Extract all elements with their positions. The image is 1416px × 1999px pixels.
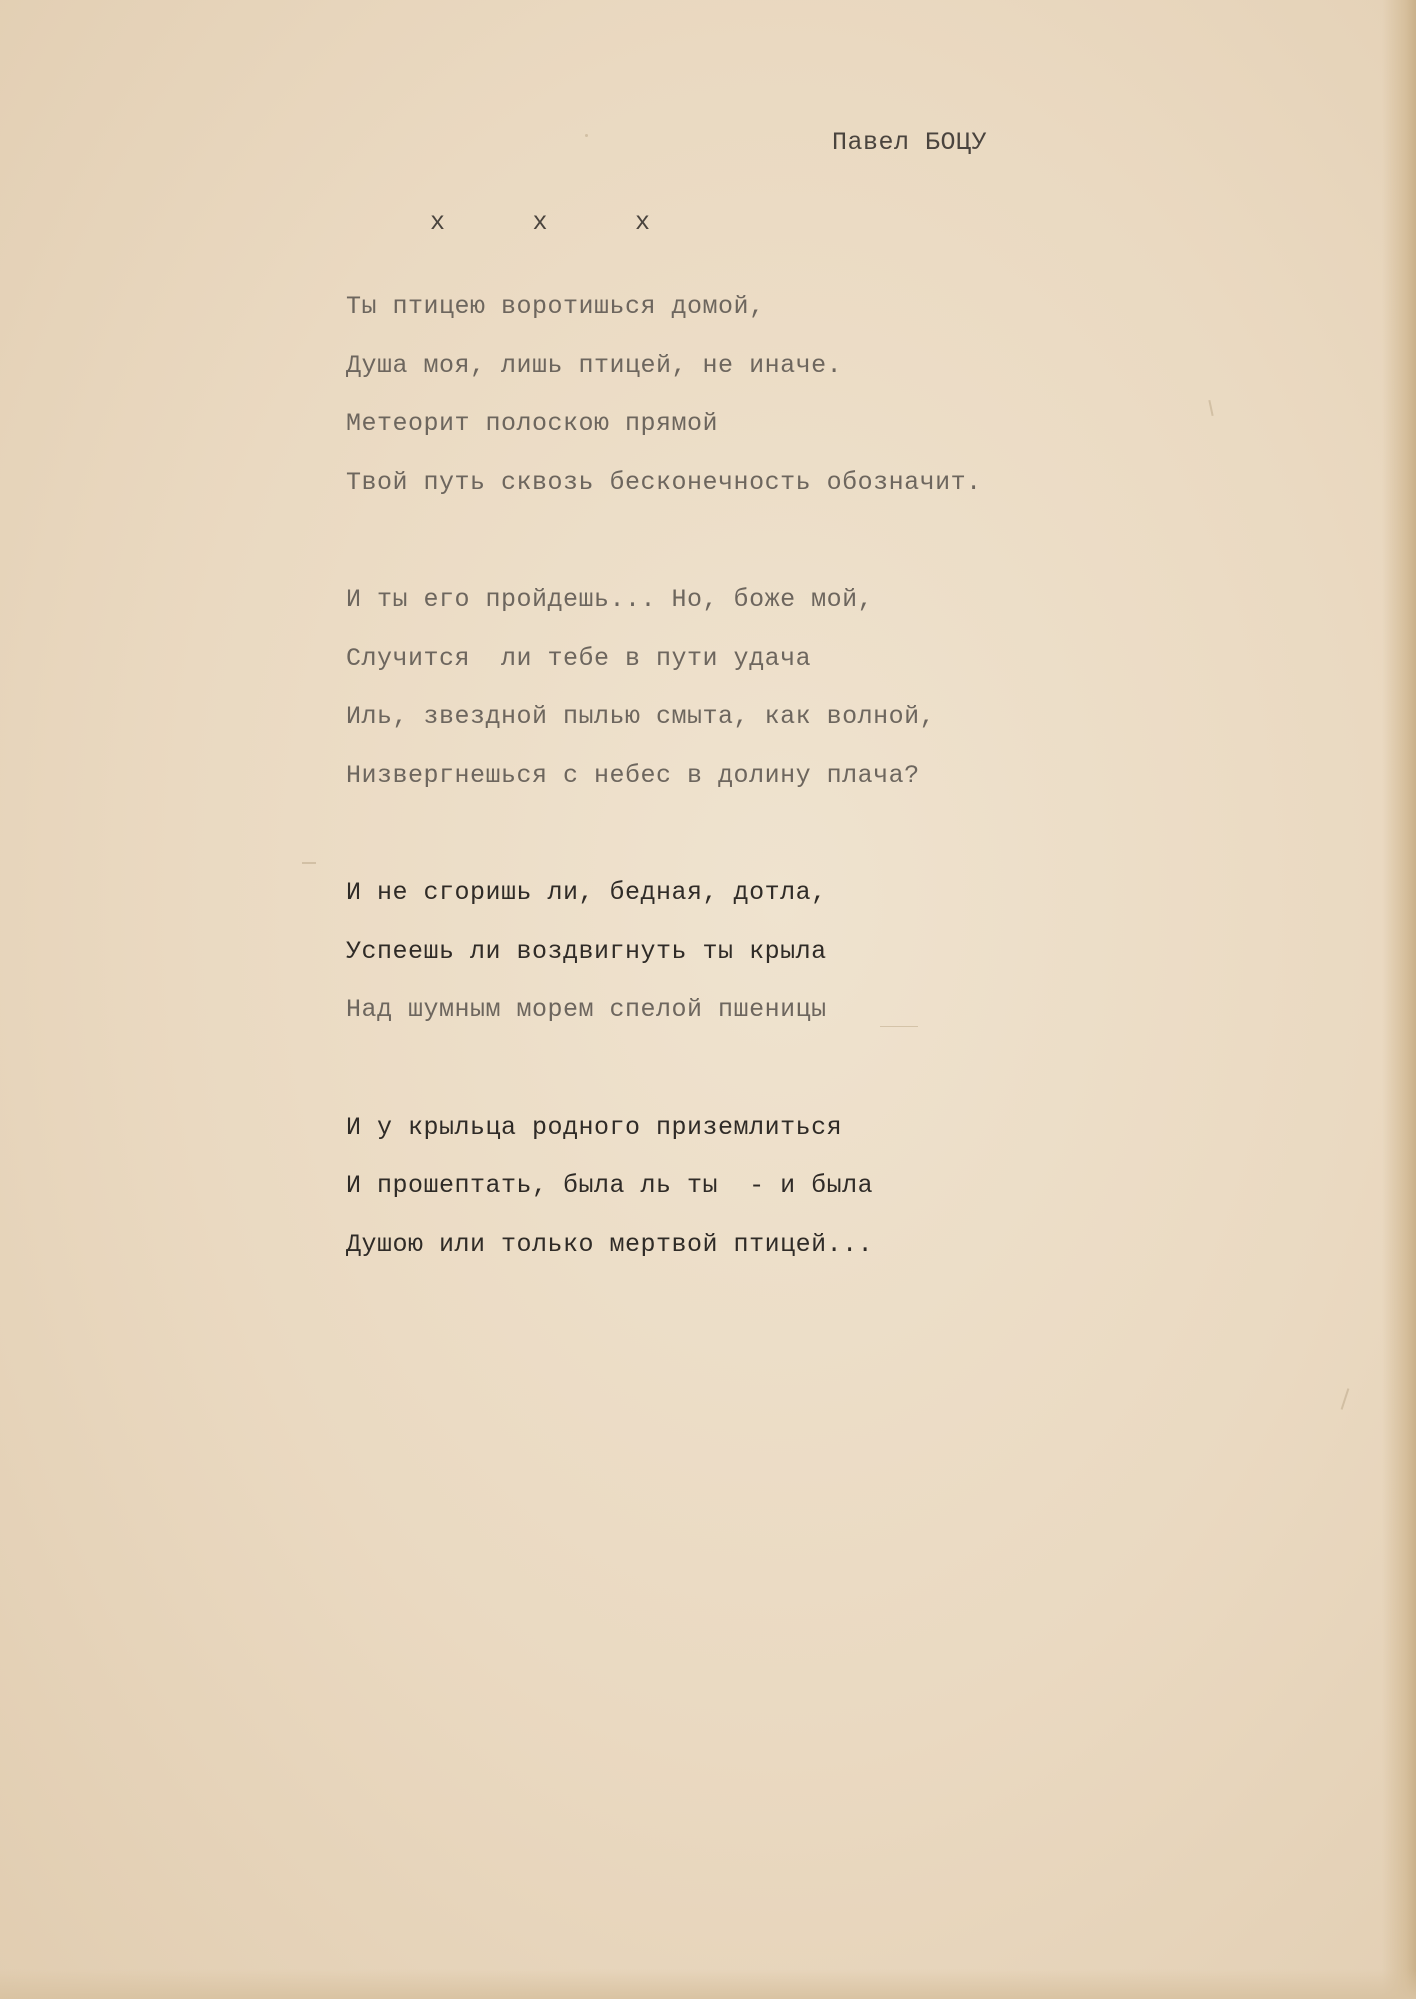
poem-line: Душою или только мертвой птицей... <box>346 1229 874 1259</box>
section-separator: х х х <box>430 208 651 237</box>
paper-fiber <box>585 134 588 137</box>
page-edge-shadow-bottom <box>0 1969 1416 1999</box>
poem-line: И не сгоришь ли, бедная, дотла, <box>346 878 827 907</box>
stanza <box>346 571 1246 805</box>
poem-line: Ты птицею воротишься домой, <box>346 292 765 321</box>
poem-line: Низвергнешься с небес в долину плача? <box>346 760 920 790</box>
poem-line: Метеорит полоскою прямой <box>346 409 719 438</box>
poem-line: И прошептать, была ль ты - и была <box>346 1171 874 1200</box>
stanza <box>346 278 1246 512</box>
poem-line: И у крыльца родного приземлиться <box>346 1112 843 1142</box>
author-name: Павел БОЦУ <box>832 128 988 157</box>
poem-line: Душа моя, лишь птицей, не иначе. <box>346 350 843 380</box>
page-edge-shadow-right <box>1382 0 1416 1999</box>
stanza <box>346 1099 1246 1275</box>
poem-line: И ты его пройдешь... Но, боже мой, <box>346 585 874 614</box>
paper-fiber <box>302 862 316 864</box>
poem-body <box>346 278 1246 1333</box>
paper-fiber <box>1341 1388 1350 1410</box>
poem-line: Случится ли тебе в пути удача <box>346 643 812 673</box>
poem-line: Успеешь ли воздвигнуть ты крыла <box>346 936 827 966</box>
stanza <box>346 864 1246 1040</box>
poem-line: Над шумным морем спелой пшеницы <box>346 995 827 1024</box>
poem-line: Твой путь сквозь бесконечность обозначит. <box>346 467 982 497</box>
poem-line: Иль, звездной пылью смыта, как волной, <box>346 702 936 731</box>
